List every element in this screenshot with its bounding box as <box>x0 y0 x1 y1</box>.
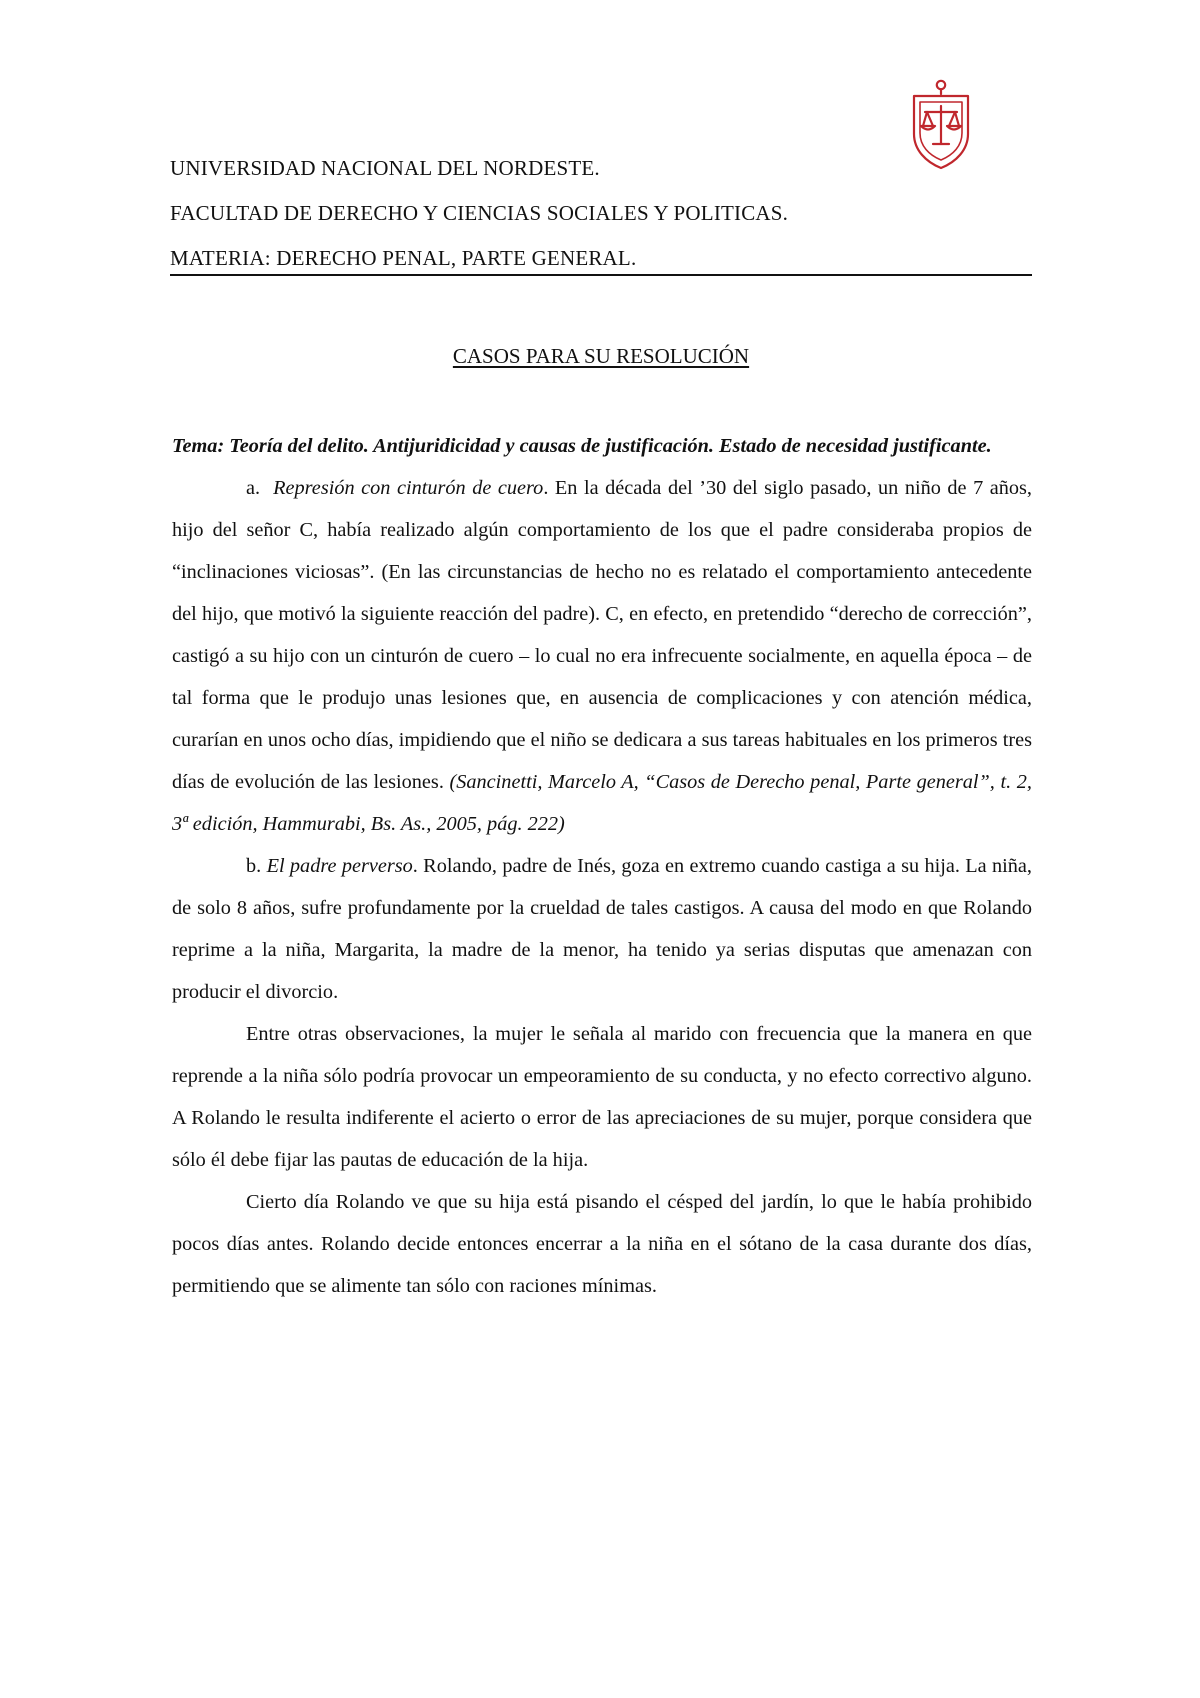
document-header <box>170 158 1032 269</box>
case-b-paragraph-3: Cierto día Rolando ve que su hija está pisando el césped del jardín, lo que le había prohibido pocos días antes. Rolando decide entonces encerrar a la niña en el sótano de la casa durante dos días, permitiendo que se alimente tan sólo con raciones mínimas. <box>172 1191 1032 1297</box>
scales-of-justice-shield-icon <box>908 78 974 170</box>
case-b-title: El padre perverso <box>266 855 413 877</box>
topic-heading: Tema: Teoría del delito. Antijuridicidad y causas de justificación. Estado de necesidad justificante. <box>172 435 992 457</box>
case-a-paragraph <box>172 467 1032 845</box>
header-divider <box>170 274 1032 276</box>
section-title: CASOS PARA SU RESOLUCIÓN <box>452 344 750 368</box>
case-a-title: Represión con cinturón de cuero <box>273 477 544 499</box>
case-a-citation: (Sancinetti, Marcelo A, “Casos de Derecho penal, Parte general”, t. 2, 3ª edición, Hammurabi, Bs. As., 2005, pág. 222) <box>172 771 1032 835</box>
case-a-marker: a. <box>246 477 261 499</box>
case-b-paragraph <box>172 845 1032 1013</box>
case-b-text: . Rolando, padre de Inés, goza en extremo cuando castiga a su hija. La niña, de solo 8 años, sufre profundamente por la crueldad de tales castigos. A causa del modo en que Rolando reprime a la niña, Margarita, la madre de la menor, ha tenido ya serias disputas que amenazan con producir el divorcio. <box>172 855 1032 1003</box>
case-b-marker: b. <box>246 855 262 877</box>
case-a-text: . En la década del ’30 del siglo pasado, un niño de 7 años, hijo del señor C, había realizado algún comportamiento de los que el padre consideraba propios de “inclinaciones viciosas”. (En las circunstancias de hecho no es relatado el comportamiento antecedente del hijo, que motivó la siguiente reacción del padre). C, en efecto, en pretendido “derecho de corrección”, castigó a su hijo con un cinturón de cuero – lo cual no era infrecuente socialmente, en aquella época – de tal forma que le produjo unas lesiones que, en ausencia de complicaciones y con atención médica, curarían en unos ocho días, impidiendo que el niño se dedicara a sus tareas habituales en los primeros tres días de evolución de las lesiones. <box>172 477 1032 793</box>
university-name: UNIVERSIDAD NACIONAL DEL NORDESTE. <box>170 156 600 180</box>
faculty-name: FACULTAD DE DERECHO Y CIENCIAS SOCIALES Y POLITICAS. <box>170 201 789 225</box>
subject-name: MATERIA: DERECHO PENAL, PARTE GENERAL. <box>170 246 637 270</box>
document-body <box>172 425 1032 1307</box>
case-b-paragraph-2: Entre otras observaciones, la mujer le señala al marido con frecuencia que la manera en que reprende a la niña sólo podría provocar un empeoramiento de su conducta, y no efecto correctivo alguno. A Rolando le resulta indiferente el acierto o error de las apreciaciones de su mujer, porque considera que sólo él debe fijar las pautas de educación de la hija. <box>172 1023 1032 1171</box>
